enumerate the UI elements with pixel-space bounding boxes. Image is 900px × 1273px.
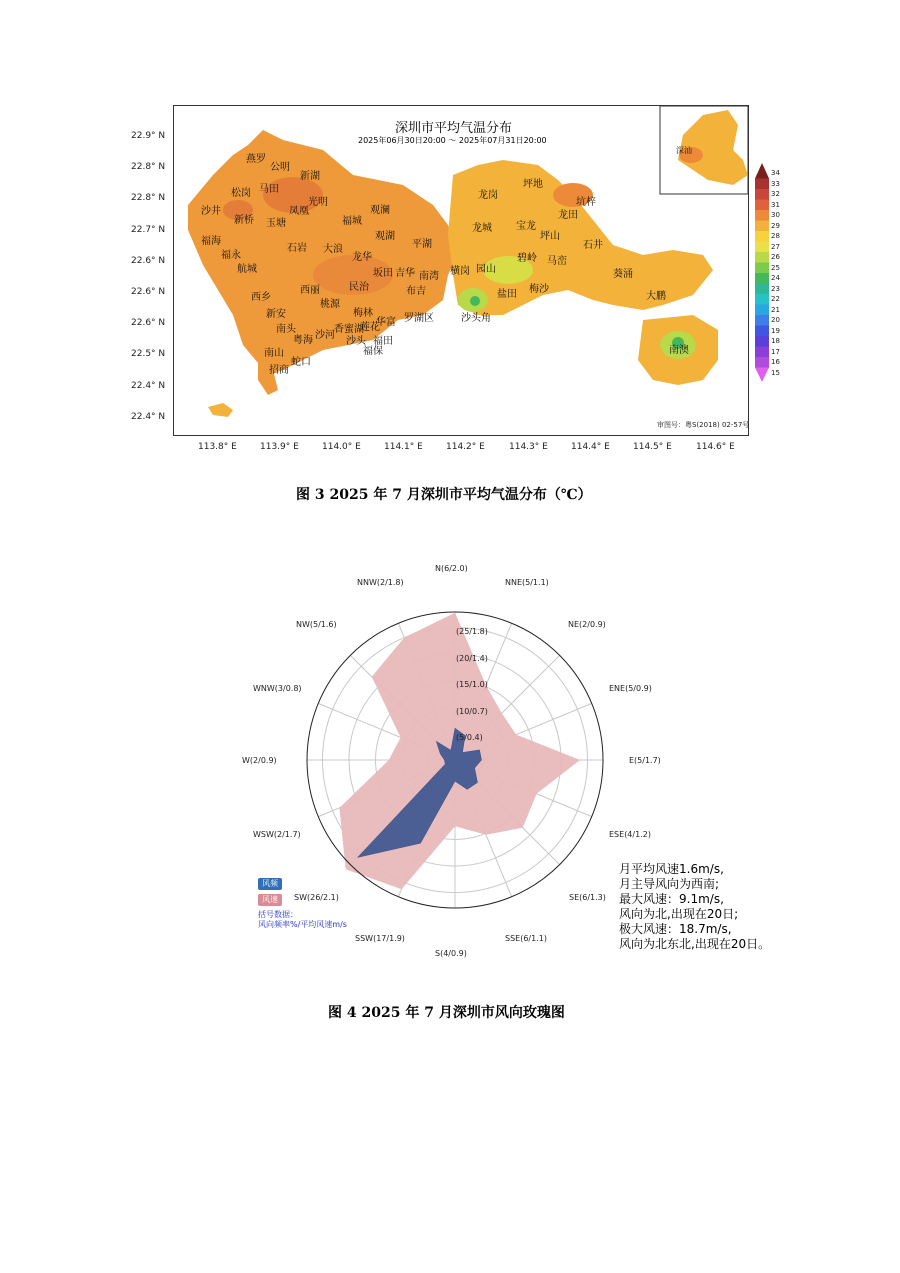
place-label: 观澜 bbox=[370, 205, 390, 216]
bracket-note-title: 括号数据： bbox=[258, 910, 298, 919]
colorbar-cell bbox=[755, 210, 769, 221]
x-tick: 114.0° E bbox=[322, 442, 361, 452]
place-label: 龙城 bbox=[472, 223, 492, 234]
map-title: 深圳市平均气温分布 bbox=[395, 121, 513, 136]
place-label: 福田 bbox=[373, 336, 393, 347]
colorbar-tick-label: 27 bbox=[771, 242, 780, 251]
direction-label: NNW(2/1.8) bbox=[357, 578, 404, 587]
place-label: 福保 bbox=[363, 346, 383, 357]
colorbar-cell bbox=[755, 326, 769, 337]
x-tick: 114.2° E bbox=[446, 442, 485, 452]
place-label: 华富 bbox=[376, 317, 396, 328]
colorbar-cell bbox=[755, 200, 769, 211]
place-label: 沙头 bbox=[346, 336, 366, 347]
direction-label: NW(5/1.6) bbox=[296, 620, 337, 629]
direction-label: NNE(5/1.1) bbox=[505, 578, 549, 587]
ring-label: (25/1.8) bbox=[456, 627, 488, 636]
place-label: 坪地 bbox=[523, 179, 543, 190]
y-tick: 22.6° N bbox=[131, 318, 166, 328]
place-label: 西丽 bbox=[300, 285, 320, 296]
y-tick: 22.4° N bbox=[131, 381, 166, 391]
direction-label: E(5/1.7) bbox=[629, 756, 661, 765]
place-label: 松岗 bbox=[231, 188, 251, 199]
place-label: 南澳 bbox=[669, 345, 689, 356]
place-label: 招商 bbox=[269, 365, 289, 376]
colorbar-cell bbox=[755, 231, 769, 242]
ring-label: (15/1.0) bbox=[456, 680, 488, 689]
colorbar-tick-label: 17 bbox=[771, 347, 780, 356]
place-label: 粤海 bbox=[293, 335, 313, 346]
direction-label: W(2/0.9) bbox=[242, 756, 277, 765]
place-label: 燕罗 bbox=[246, 154, 266, 165]
colorbar-tick-label: 16 bbox=[771, 358, 780, 366]
colorbar-cell bbox=[755, 163, 769, 179]
colorbar-tick-label: 18 bbox=[771, 337, 780, 345]
direction-label: ENE(5/0.9) bbox=[609, 684, 652, 693]
place-label: 南湾 bbox=[419, 271, 439, 282]
place-label: 蛇口 bbox=[291, 357, 311, 368]
place-label: 玉塘 bbox=[266, 218, 286, 229]
place-label: 福城 bbox=[342, 216, 362, 227]
colorbar-cell bbox=[755, 357, 769, 368]
x-tick: 114.5° E bbox=[633, 442, 672, 452]
ring-label: (5/0.4) bbox=[456, 733, 483, 742]
x-tick: 114.1° E bbox=[384, 442, 423, 452]
colorbar-tick-label: 34 bbox=[771, 169, 780, 177]
colorbar-cell bbox=[755, 189, 769, 200]
colorbar-tick-label: 20 bbox=[771, 316, 780, 324]
place-label: 葵涌 bbox=[613, 269, 633, 280]
place-label: 平湖 bbox=[412, 239, 432, 250]
place-label: 桃源 bbox=[320, 299, 340, 310]
ring-label: (20/1.4) bbox=[456, 654, 488, 663]
place-label: 南山 bbox=[264, 348, 284, 359]
place-label: 布吉 bbox=[406, 286, 426, 297]
direction-label: S(4/0.9) bbox=[435, 949, 467, 958]
colorbar-tick-label: 21 bbox=[771, 305, 780, 314]
inset-label: 深汕 bbox=[676, 146, 692, 155]
place-label: 凤凰 bbox=[289, 206, 309, 217]
place-label: 福海 bbox=[201, 236, 221, 247]
place-label: 盐田 bbox=[497, 289, 517, 300]
direction-label: WNW(3/0.8) bbox=[253, 684, 302, 693]
colorbar-cell bbox=[755, 252, 769, 263]
bracket-note-desc: 风向频率%/平均风速m/s bbox=[258, 920, 347, 929]
summary-line: 月主导风向为西南; bbox=[619, 877, 720, 891]
place-label: 香蜜湖 bbox=[334, 324, 364, 335]
direction-label: ESE(4/1.2) bbox=[609, 830, 651, 839]
place-label: 梅沙 bbox=[529, 284, 549, 295]
place-label: 大鹏 bbox=[646, 291, 666, 302]
colorbar-tick-label: 23 bbox=[771, 284, 780, 293]
place-label: 马峦 bbox=[547, 256, 567, 267]
colorbar-tick-label: 32 bbox=[771, 190, 780, 198]
place-label: 马田 bbox=[259, 184, 279, 195]
colorbar-cell bbox=[755, 315, 769, 326]
place-label: 莲花 bbox=[360, 322, 380, 333]
y-tick: 22.8° N bbox=[131, 193, 166, 203]
colorbar-tick-label: 28 bbox=[771, 232, 780, 240]
direction-label: SSE(6/1.1) bbox=[505, 934, 547, 943]
colorbar-tick-label: 26 bbox=[771, 253, 780, 261]
place-label: 新桥 bbox=[234, 215, 254, 226]
y-tick: 22.4° N bbox=[131, 412, 166, 422]
place-label: 南头 bbox=[276, 324, 296, 335]
place-label: 龙华 bbox=[352, 252, 372, 263]
place-label: 西乡 bbox=[251, 292, 271, 303]
place-label: 龙田 bbox=[558, 210, 578, 221]
summary-line: 风向为北东北,出现在20日。 bbox=[619, 937, 771, 951]
place-label: 龙岗 bbox=[478, 190, 498, 201]
place-label: 园山 bbox=[476, 264, 496, 275]
map-island-west bbox=[208, 403, 233, 417]
x-tick: 114.4° E bbox=[571, 442, 610, 452]
colorbar-tick-label: 24 bbox=[771, 274, 780, 282]
colorbar-tick-label: 30 bbox=[771, 211, 780, 219]
y-tick: 22.8° N bbox=[131, 162, 166, 172]
place-label: 石井 bbox=[583, 240, 603, 251]
y-tick: 22.7° N bbox=[131, 225, 166, 235]
x-tick: 114.3° E bbox=[509, 442, 548, 452]
summary-line: 最大风速：9.1m/s, bbox=[619, 892, 724, 906]
temperature-colorbar bbox=[755, 163, 769, 383]
place-label: 吉华 bbox=[395, 268, 415, 279]
direction-label: N(6/2.0) bbox=[435, 564, 468, 573]
place-label: 民治 bbox=[349, 282, 369, 293]
place-label: 福永 bbox=[221, 250, 241, 261]
ring-label: (10/0.7) bbox=[456, 707, 488, 716]
y-tick: 22.6° N bbox=[131, 287, 166, 297]
place-label: 沙井 bbox=[201, 206, 221, 217]
place-label: 沙河 bbox=[315, 330, 335, 341]
colorbar-cell bbox=[755, 347, 769, 358]
place-label: 罗湖区 bbox=[404, 313, 434, 324]
summary-line: 月平均风速1.6m/s, bbox=[619, 862, 724, 876]
summary-line: 风向为北,出现在20日; bbox=[619, 907, 739, 921]
summary-line: 极大风速：18.7m/s, bbox=[619, 922, 732, 936]
colorbar-cell bbox=[755, 336, 769, 347]
place-label: 坑梓 bbox=[576, 197, 596, 208]
place-label: 宝龙 bbox=[516, 221, 536, 232]
place-label: 光明 bbox=[308, 197, 328, 208]
figure4-caption: 图 4 2025 年 7 月深圳市风向玫瑰图 bbox=[328, 1005, 565, 1021]
place-label: 观湖 bbox=[375, 231, 395, 242]
legend-speed: 风速 bbox=[258, 894, 282, 906]
x-tick: 113.9° E bbox=[260, 442, 299, 452]
colorbar-cell bbox=[755, 263, 769, 274]
colorbar-cell bbox=[755, 179, 769, 190]
map-subtitle: 2025年06月30日20:00 ～ 2025年07月31日20:00 bbox=[358, 136, 547, 145]
colorbar-cell bbox=[755, 368, 769, 383]
x-tick: 114.6° E bbox=[696, 442, 735, 452]
colorbar-cell bbox=[755, 273, 769, 284]
direction-label: SE(6/1.3) bbox=[569, 893, 606, 902]
y-tick: 22.6° N bbox=[131, 256, 166, 266]
colorbar-tick-label: 25 bbox=[771, 263, 780, 272]
colorbar-tick-label: 31 bbox=[771, 200, 780, 209]
direction-label: SSW(17/1.9) bbox=[355, 934, 405, 943]
colorbar-tick-label: 29 bbox=[771, 221, 780, 230]
place-label: 公明 bbox=[270, 162, 290, 173]
y-tick: 22.9° N bbox=[131, 131, 166, 141]
place-label: 新湖 bbox=[300, 171, 320, 182]
colorbar-tick-label: 19 bbox=[771, 326, 780, 335]
cool-spot-1 bbox=[470, 296, 480, 306]
colorbar-tick-label: 33 bbox=[771, 179, 780, 188]
place-label: 石岩 bbox=[287, 243, 307, 254]
place-label: 新安 bbox=[266, 309, 286, 320]
x-tick: 113.8° E bbox=[198, 442, 237, 452]
direction-label: SW(26/2.1) bbox=[294, 893, 339, 902]
colorbar-cell bbox=[755, 221, 769, 232]
y-tick: 22.5° N bbox=[131, 349, 166, 359]
place-label: 航城 bbox=[237, 264, 257, 275]
direction-label: WSW(2/1.7) bbox=[253, 830, 301, 839]
place-label: 大浪 bbox=[323, 244, 343, 255]
figure3-caption: 图 3 2025 年 7 月深圳市平均气温分布（℃） bbox=[296, 487, 592, 503]
colorbar-tick-label: 15 bbox=[771, 368, 780, 377]
colorbar-cell bbox=[755, 284, 769, 295]
colorbar-cell bbox=[755, 294, 769, 305]
place-label: 坂田 bbox=[373, 268, 393, 279]
approval-number: 审图号：粤S(2018) 02-57号 bbox=[657, 421, 750, 429]
legend-frequency: 风频 bbox=[258, 878, 282, 890]
colorbar-cell bbox=[755, 242, 769, 253]
place-label: 坪山 bbox=[540, 231, 560, 242]
place-label: 梅林 bbox=[353, 308, 373, 319]
place-label: 碧岭 bbox=[517, 253, 537, 264]
place-label: 沙头角 bbox=[461, 313, 491, 324]
place-label: 横岗 bbox=[450, 266, 470, 277]
direction-label: NE(2/0.9) bbox=[568, 620, 606, 629]
wind-rose bbox=[300, 605, 610, 915]
colorbar-tick-label: 22 bbox=[771, 295, 780, 303]
colorbar-cell bbox=[755, 305, 769, 316]
